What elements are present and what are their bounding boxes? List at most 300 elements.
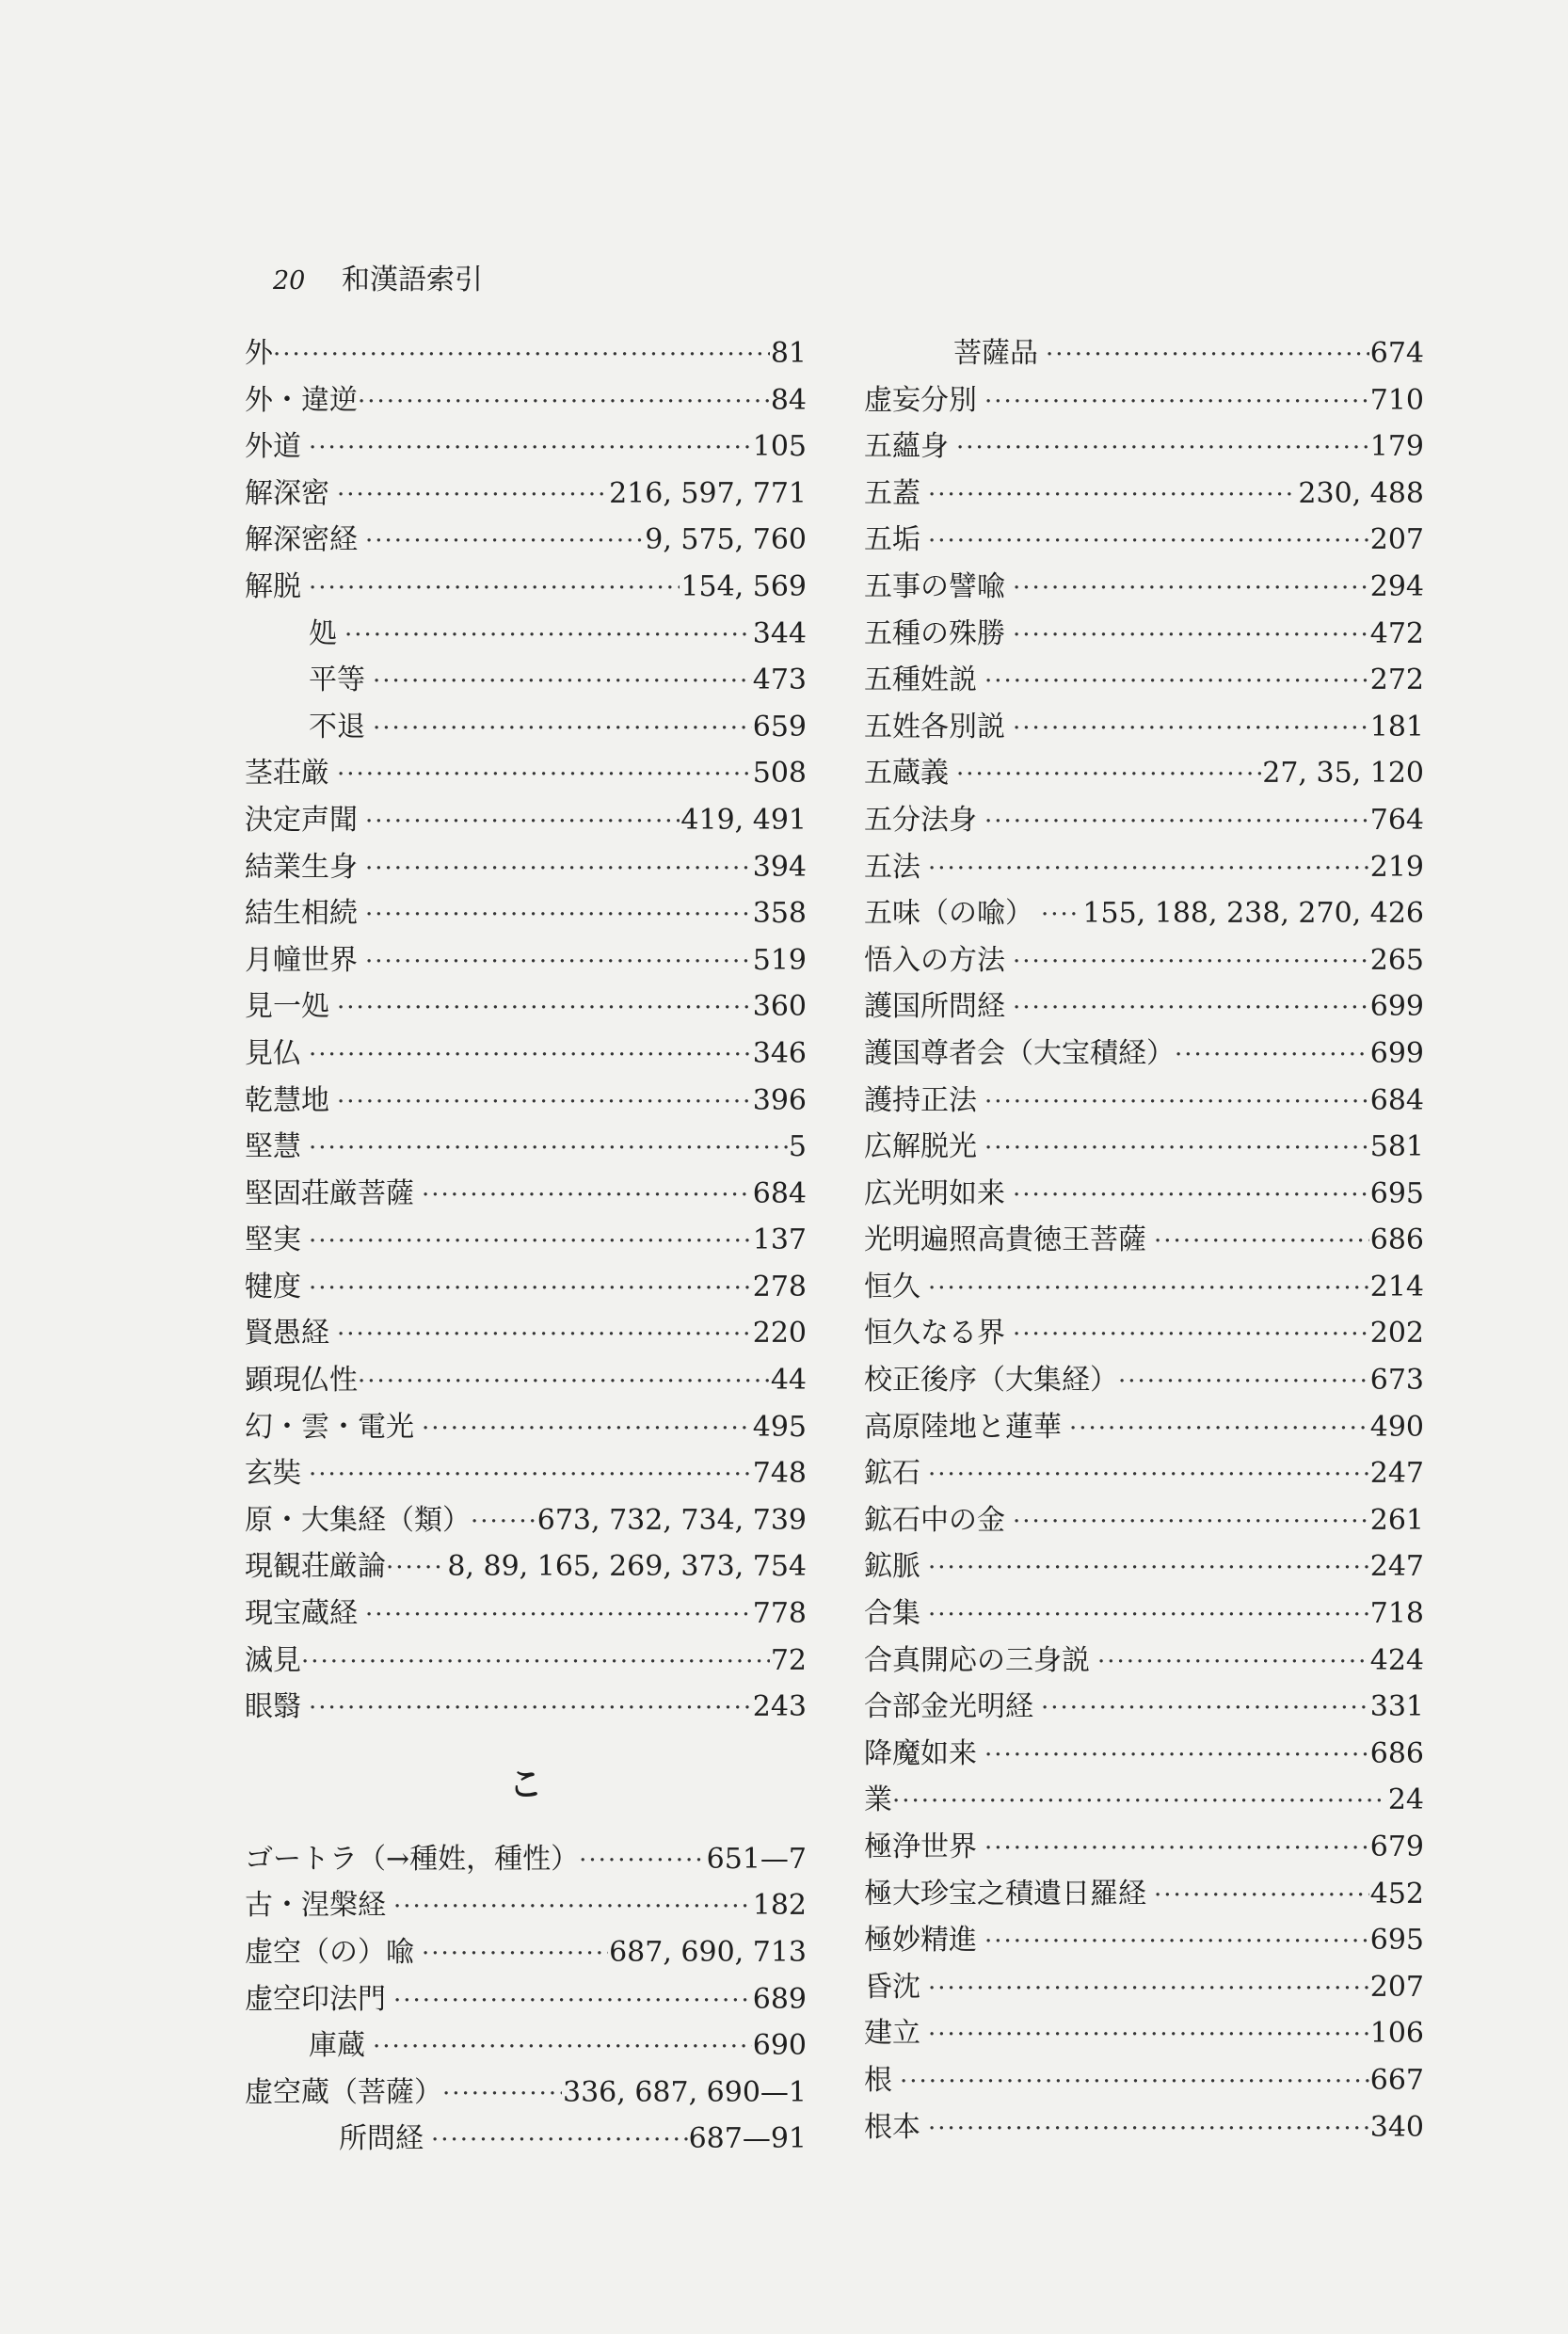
index-term: 広解脱光	[864, 1130, 977, 1164]
index-term: 決定声聞	[245, 803, 358, 837]
page-reference: 684	[752, 1176, 807, 1210]
index-entry	[245, 2069, 807, 2116]
index-entry	[245, 1449, 807, 1496]
page-reference: 473	[752, 663, 807, 697]
index-entry	[245, 329, 807, 376]
page-reference: 667	[1369, 2063, 1424, 2097]
index-term: 建立	[864, 2017, 920, 2051]
dot-leader	[365, 901, 752, 929]
index-entry	[864, 376, 1424, 424]
index-term: 見仏	[245, 1036, 301, 1070]
page-reference: 718	[1369, 1597, 1424, 1631]
index-entry	[245, 749, 807, 796]
dot-leader	[1154, 1881, 1369, 1910]
page-reference: 495	[752, 1410, 807, 1444]
page-number: 20	[273, 266, 306, 296]
index-term: 鉱石	[864, 1457, 920, 1491]
page-reference: 687—91	[688, 2122, 807, 2156]
index-entry	[864, 1963, 1424, 2010]
dot-leader	[1013, 948, 1369, 976]
page-reference: 155, 188, 238, 270, 426	[1082, 897, 1424, 931]
dot-leader	[984, 1741, 1369, 1769]
index-entry	[245, 796, 807, 843]
index-entry	[245, 1077, 807, 1124]
dot-leader	[373, 714, 752, 743]
index-term: 鉱脈	[864, 1550, 920, 1584]
page-reference: 687, 690, 713	[609, 1936, 807, 1969]
index-entry	[245, 1170, 807, 1217]
page-reference: 247	[1369, 1550, 1424, 1584]
page-reference: 748	[752, 1457, 807, 1491]
index-term: 虚妄分別	[864, 383, 977, 417]
page-reference: 24	[1387, 1783, 1424, 1817]
index-entry	[864, 1077, 1424, 1124]
dot-leader	[984, 1134, 1369, 1162]
dot-leader	[365, 527, 644, 555]
dot-leader	[1097, 1648, 1369, 1676]
index-entry	[864, 1123, 1424, 1170]
dot-leader	[386, 1554, 446, 1582]
index-term: 五種の殊勝	[864, 616, 1005, 650]
page-reference: 358	[752, 897, 807, 931]
page-reference: 230, 488	[1298, 476, 1424, 510]
dot-leader	[1041, 901, 1081, 929]
page-reference: 216, 597, 771	[609, 476, 807, 510]
index-entry	[245, 936, 807, 983]
dot-leader	[928, 2115, 1369, 2143]
page-reference: 202	[1369, 1317, 1424, 1351]
index-term: 解脱	[245, 569, 301, 603]
index-entry	[245, 1403, 807, 1450]
index-term: 菩薩品	[953, 337, 1038, 370]
page-reference: 674	[1369, 337, 1424, 370]
dot-leader	[344, 621, 752, 649]
dot-leader	[337, 481, 608, 509]
index-entry	[245, 1309, 807, 1356]
index-column-left	[245, 329, 807, 2162]
dot-leader	[928, 481, 1297, 509]
index-term: 鉱石中の金	[864, 1503, 1005, 1537]
index-entry	[864, 983, 1424, 1030]
page-reference: 396	[752, 1083, 807, 1117]
dot-leader	[309, 1134, 788, 1162]
dot-leader	[984, 1834, 1369, 1862]
index-term: 広光明如来	[864, 1176, 1005, 1210]
dot-leader	[309, 1694, 752, 1722]
page-reference: 5	[788, 1130, 807, 1164]
dot-leader	[273, 341, 770, 369]
index-term: 堅実	[245, 1223, 301, 1257]
page-reference: 764	[1369, 803, 1424, 837]
index-term: 校正後序（大集経）	[864, 1364, 1118, 1398]
page-reference: 581	[1369, 1130, 1424, 1164]
index-term: 堅慧	[245, 1130, 301, 1164]
index-term: 五種姓説	[864, 663, 977, 697]
dot-leader	[928, 2021, 1369, 2049]
index-term: 顕現仏性	[245, 1364, 358, 1398]
dot-leader	[309, 434, 752, 462]
page-reference: 294	[1369, 569, 1424, 603]
page-reference: 220	[752, 1317, 807, 1351]
dot-leader	[337, 760, 752, 789]
index-term: 護持正法	[864, 1083, 977, 1117]
index-term: 原・大集経（類）	[245, 1503, 471, 1537]
page-reference: 9, 575, 760	[645, 523, 807, 557]
index-entry	[245, 983, 807, 1030]
page-reference: 684	[1369, 1083, 1424, 1117]
dot-leader	[928, 855, 1369, 883]
dot-leader	[928, 527, 1369, 555]
index-term: 処	[309, 616, 337, 650]
index-term: 五垢	[864, 523, 920, 557]
dot-leader	[928, 1601, 1369, 1629]
dot-leader	[1013, 621, 1369, 649]
index-term: 乾慧地	[245, 1083, 329, 1117]
page-reference: 508	[752, 757, 807, 791]
index-term: 合真開応の三身説	[864, 1643, 1090, 1677]
index-entry	[864, 1170, 1424, 1217]
index-term: 五蔵義	[864, 757, 949, 791]
dot-leader	[365, 1601, 752, 1629]
running-header	[273, 262, 483, 300]
page-reference: 247	[1369, 1457, 1424, 1491]
index-term: 平等	[309, 663, 365, 697]
dot-leader	[928, 1461, 1369, 1489]
page-reference: 690	[752, 2029, 807, 2063]
dot-leader	[984, 667, 1369, 695]
dot-leader	[422, 1940, 608, 1968]
index-entry	[864, 843, 1424, 890]
index-term: 恒久なる界	[864, 1317, 1005, 1351]
index-entry	[864, 563, 1424, 610]
index-term: 解深密	[245, 476, 329, 510]
index-entry	[864, 2103, 1424, 2150]
index-entry	[864, 703, 1424, 750]
page-reference: 181	[1369, 710, 1424, 743]
dot-leader	[1013, 1181, 1369, 1209]
page-reference: 686	[1369, 1736, 1424, 1770]
index-term: 合集	[864, 1597, 920, 1631]
dot-leader	[1046, 341, 1369, 369]
index-entry	[864, 470, 1424, 517]
index-entry	[245, 1543, 807, 1590]
index-term: 賢愚経	[245, 1317, 329, 1351]
page-reference: 272	[1369, 663, 1424, 697]
index-term: 所問経	[339, 2122, 424, 2156]
index-term: 外	[245, 337, 273, 370]
index-entry	[245, 2022, 807, 2069]
dot-leader	[900, 2068, 1369, 2096]
index-term: 虚空蔵（菩薩）	[245, 2075, 442, 2109]
index-term: 五法	[864, 850, 920, 884]
page-reference: 519	[752, 943, 807, 977]
dot-leader	[422, 1415, 752, 1443]
page-reference: 179	[1369, 430, 1424, 464]
index-entry	[864, 2056, 1424, 2103]
dot-leader	[337, 1320, 752, 1349]
dot-leader	[309, 1041, 752, 1069]
dot-leader	[393, 1987, 752, 2015]
index-term: 解深密経	[245, 523, 358, 557]
page-reference: 673, 732, 734, 739	[536, 1503, 807, 1537]
index-term: 結業生身	[245, 850, 358, 884]
page-reference: 340	[1369, 2110, 1424, 2144]
page-reference: 699	[1369, 990, 1424, 1024]
page-reference: 336, 687, 690—1	[562, 2075, 807, 2109]
index-entry	[245, 376, 807, 424]
dot-leader	[301, 1648, 770, 1676]
index-entry	[864, 1823, 1424, 1870]
index-term: 玄奘	[245, 1457, 301, 1491]
dot-leader	[422, 1181, 752, 1209]
index-term: 極浄世界	[864, 1830, 977, 1863]
index-entry	[245, 1030, 807, 1077]
index-entry	[245, 423, 807, 470]
index-term: 虚空（の）喩	[245, 1936, 414, 1969]
index-term: 極妙精進	[864, 1924, 977, 1958]
index-entry	[864, 1730, 1424, 1777]
page-reference: 695	[1369, 1924, 1424, 1958]
dot-leader	[928, 1974, 1369, 2003]
index-entry	[864, 329, 1424, 376]
dot-leader	[1013, 1508, 1369, 1536]
index-entry	[864, 423, 1424, 470]
index-entry	[864, 1030, 1424, 1077]
index-term: 高原陸地と蓮華	[864, 1410, 1062, 1444]
dot-leader	[365, 807, 680, 836]
index-term: 眼翳	[245, 1690, 301, 1724]
index-term: 五事の譬喩	[864, 569, 1005, 603]
dot-leader	[373, 2033, 752, 2061]
page-reference: 452	[1369, 1877, 1424, 1910]
index-entry	[245, 1683, 807, 1730]
index-entry	[864, 936, 1424, 983]
page-reference: 689	[752, 1982, 807, 2016]
page-reference: 419, 491	[680, 803, 807, 837]
index-entry	[245, 563, 807, 610]
section-heading: こ	[508, 1765, 543, 1805]
index-term: 虚空印法門	[245, 1982, 386, 2016]
page-reference: 261	[1369, 1503, 1424, 1537]
page-reference: 710	[1369, 383, 1424, 417]
index-entry	[245, 656, 807, 703]
dot-leader	[471, 1508, 536, 1536]
dot-leader	[892, 1787, 1387, 1815]
page-reference: 346	[752, 1036, 807, 1070]
index-entry	[864, 1683, 1424, 1730]
dot-leader	[956, 760, 1261, 789]
page-title: 和漢語索引	[341, 264, 483, 296]
index-entry	[864, 2009, 1424, 2056]
dot-leader	[373, 667, 752, 695]
index-entry	[864, 796, 1424, 843]
index-term: 降魔如来	[864, 1736, 977, 1770]
index-term: 護国尊者会（大宝積経）	[864, 1036, 1175, 1070]
index-term: 五分法身	[864, 803, 977, 837]
index-entry	[245, 843, 807, 890]
page-reference: 207	[1369, 523, 1424, 557]
index-term: 不退	[309, 710, 365, 743]
index-term: 五蓋	[864, 476, 920, 510]
page-reference: 72	[770, 1643, 807, 1677]
dot-leader	[1013, 574, 1369, 602]
page-reference: 265	[1369, 943, 1424, 977]
index-term: 外・違逆	[245, 383, 358, 417]
page-reference: 8, 89, 165, 269, 373, 754	[447, 1550, 807, 1584]
index-entry	[245, 1263, 807, 1310]
dot-leader	[358, 388, 770, 416]
index-entry	[245, 1590, 807, 1637]
index-term: 合部金光明経	[864, 1690, 1033, 1724]
page-reference: 214	[1369, 1270, 1424, 1303]
index-entry	[864, 516, 1424, 563]
index-entry	[245, 516, 807, 563]
page-reference: 679	[1369, 1830, 1424, 1863]
index-term: 結生相続	[245, 897, 358, 931]
index-entry	[864, 1356, 1424, 1403]
page-reference: 105	[752, 430, 807, 464]
index-entry	[864, 1496, 1424, 1543]
page-reference: 137	[752, 1223, 807, 1257]
index-entry	[864, 749, 1424, 796]
page-reference: 182	[752, 1889, 807, 1923]
dot-leader	[984, 807, 1369, 836]
dot-leader	[984, 388, 1369, 416]
index-term: 五蘊身	[864, 430, 949, 464]
index-term: 茎荘厳	[245, 757, 329, 791]
page-reference: 207	[1369, 1970, 1424, 2004]
page-reference: 278	[752, 1270, 807, 1303]
index-entry	[245, 1835, 807, 1882]
page-reference: 44	[770, 1364, 807, 1398]
dot-leader	[365, 948, 752, 976]
dot-leader	[431, 2126, 688, 2154]
page-reference: 778	[752, 1597, 807, 1631]
dot-leader	[1013, 994, 1369, 1022]
index-entry	[864, 610, 1424, 657]
page-reference: 394	[752, 850, 807, 884]
index-term: 古・涅槃経	[245, 1889, 386, 1923]
index-entry	[864, 1916, 1424, 1963]
index-entry	[245, 1928, 807, 1975]
index-entry	[864, 656, 1424, 703]
dot-leader	[309, 1461, 752, 1489]
dot-leader	[337, 994, 752, 1022]
index-entry	[864, 1637, 1424, 1684]
index-entry	[245, 1975, 807, 2022]
page-reference: 154, 569	[680, 569, 807, 603]
page-reference: 686	[1369, 1223, 1424, 1257]
index-entry	[245, 889, 807, 936]
dot-leader	[358, 1367, 770, 1396]
dot-leader	[1175, 1041, 1369, 1069]
dot-leader	[956, 434, 1369, 462]
index-entry	[245, 1637, 807, 1684]
dot-leader	[984, 1927, 1369, 1956]
page-reference: 695	[1369, 1176, 1424, 1210]
index-entry	[245, 2115, 807, 2162]
dot-leader	[365, 855, 752, 883]
dot-leader	[1013, 1320, 1369, 1349]
dot-leader	[1041, 1694, 1369, 1722]
index-term: 業	[864, 1783, 892, 1817]
index-entry	[245, 1496, 807, 1543]
index-entry	[864, 1776, 1424, 1823]
index-entry	[864, 1216, 1424, 1263]
page-reference: 81	[770, 337, 807, 370]
index-term: 犍度	[245, 1270, 301, 1303]
dot-leader	[309, 574, 680, 602]
index-column-right	[864, 329, 1424, 2150]
dot-leader	[442, 2080, 562, 2108]
index-term: 護国所問経	[864, 990, 1005, 1024]
page-reference: 360	[752, 990, 807, 1024]
index-term: 庫蔵	[309, 2029, 365, 2063]
page-reference: 490	[1369, 1410, 1424, 1444]
page-reference: 219	[1369, 850, 1424, 884]
index-term: 恒久	[864, 1270, 920, 1303]
index-entry	[864, 1590, 1424, 1637]
index-entry	[245, 470, 807, 517]
page-reference: 344	[752, 616, 807, 650]
index-entry	[245, 1881, 807, 1928]
index-term: 根本	[864, 2110, 920, 2144]
index-term: 根	[864, 2063, 892, 2097]
index-term: 堅固荘厳菩薩	[245, 1176, 414, 1210]
index-term: 五味（の喩）	[864, 897, 1033, 931]
page-reference: 424	[1369, 1643, 1424, 1677]
index-entry	[245, 1123, 807, 1170]
page-reference: 472	[1369, 616, 1424, 650]
index-entry	[245, 1356, 807, 1403]
index-term: 幻・雲・電光	[245, 1410, 414, 1444]
page-reference: 651—7	[706, 1842, 807, 1876]
index-entry	[864, 1449, 1424, 1496]
index-term: ゴートラ（→種姓，種性）	[245, 1842, 580, 1876]
page-reference: 243	[752, 1690, 807, 1724]
dot-leader	[309, 1227, 752, 1255]
dot-leader	[1013, 714, 1369, 743]
index-entry	[864, 1403, 1424, 1450]
page-reference: 699	[1369, 1036, 1424, 1070]
index-entry	[864, 1263, 1424, 1310]
page-reference: 106	[1369, 2017, 1424, 2051]
index-term: 現宝蔵経	[245, 1597, 358, 1631]
page-reference: 331	[1369, 1690, 1424, 1724]
dot-leader	[579, 1846, 706, 1875]
index-entry	[864, 889, 1424, 936]
index-term: 現観荘厳論	[245, 1550, 386, 1584]
index-term: 極大珍宝之積遺日羅経	[864, 1877, 1146, 1910]
index-term: 見一処	[245, 990, 329, 1024]
dot-leader	[309, 1274, 752, 1303]
page-reference: 27, 35, 120	[1262, 757, 1424, 791]
index-entry	[864, 1309, 1424, 1356]
page-reference: 84	[770, 383, 807, 417]
dot-leader	[984, 1088, 1369, 1116]
index-entry	[864, 1870, 1424, 1917]
index-entry	[245, 610, 807, 657]
page-reference: 659	[752, 710, 807, 743]
index-term: 五姓各別説	[864, 710, 1005, 743]
index-term: 滅見	[245, 1643, 301, 1677]
dot-leader	[1118, 1367, 1369, 1396]
index-term: 外道	[245, 430, 301, 464]
dot-leader	[928, 1274, 1369, 1303]
page-reference: 673	[1369, 1364, 1424, 1398]
index-term: 光明遍照高貴徳王菩薩	[864, 1223, 1146, 1257]
index-term: 月幢世界	[245, 943, 358, 977]
